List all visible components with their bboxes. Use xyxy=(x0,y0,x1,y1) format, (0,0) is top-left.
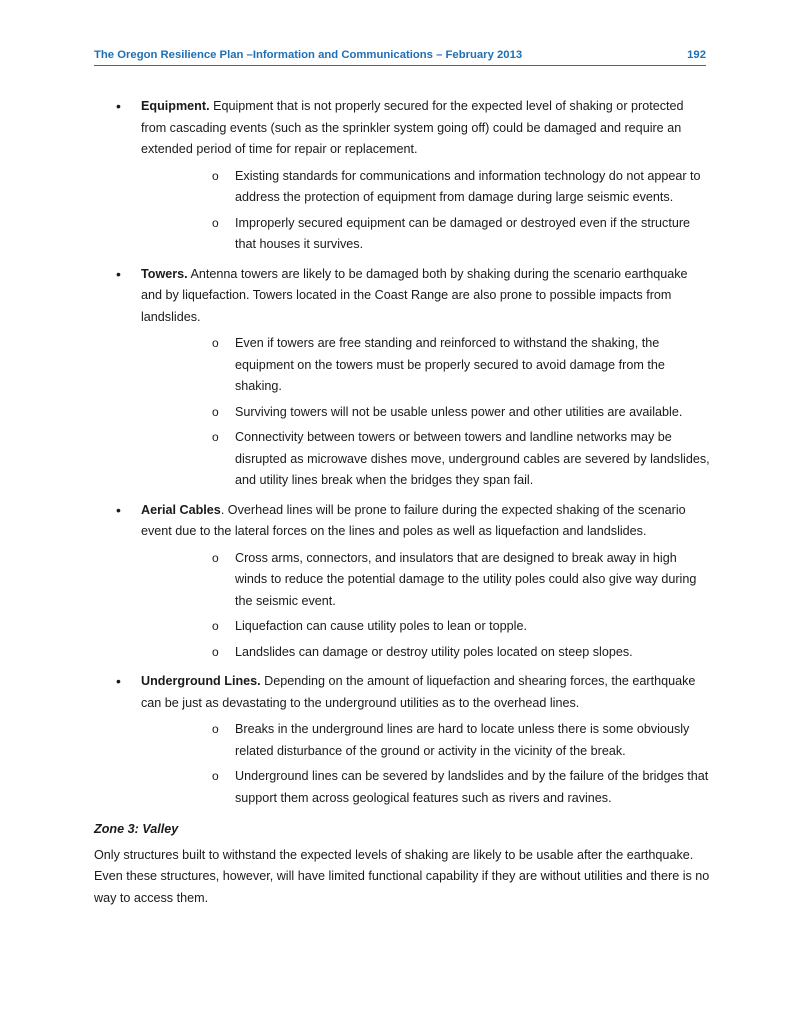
sub-bullet-circle: o xyxy=(212,550,219,565)
bullet-equipment xyxy=(94,96,710,256)
sub-item: o Surviving towers will not be usable unless power and other utilities are available. xyxy=(141,402,710,424)
bullet-dot: • xyxy=(116,98,121,114)
sub-item: o Improperly secured equipment can be damaged or destroyed even if the structure that houses it survives. xyxy=(141,213,710,256)
bullet-dot: • xyxy=(116,501,121,518)
sub-item: o Underground lines can be severed by landslides and by the failure of the bridges that support them across geological features such as rivers and ravines. xyxy=(141,766,710,809)
zone-paragraph: Only structures built to withstand the expected levels of shaking are likely to be usable after the earthquake. Even these structures, however, will have limited functional capability if they are without utilities and there is no way to access them. xyxy=(94,847,710,905)
page-content xyxy=(94,96,710,909)
bullet-dot: • xyxy=(116,673,121,689)
bullet-term: Underground Lines. xyxy=(141,674,261,688)
sub-item: o Landslides can damage or destroy utility poles located on steep slopes. xyxy=(141,642,710,664)
sub-item: o Breaks in the underground lines are hard to locate unless there is some obviously related disturbance of the ground or activity in the vicinity of the break. xyxy=(141,719,710,762)
bullet-text: Equipment that is not properly secured for the expected level of shaking or protected from cascading events (such as the sprinkler system going off) could be damaged and require an extended period of time for repair or replacement. xyxy=(141,99,684,156)
document-title: The Oregon Resilience Plan –Information and Communications – February 2013 xyxy=(94,49,523,61)
bullet-dot: • xyxy=(116,265,121,282)
sub-bullet-circle: o xyxy=(212,336,219,350)
bullet-text: . Overhead lines will be prone to failure during the expected shaking of the scenario event due to the lateral forces on the lines and poles as well as liquefaction and landslides. xyxy=(141,502,686,538)
bullet-term: Towers. xyxy=(141,266,188,281)
sub-item: o Existing standards for communications and information technology do not appear to address the protection of equipment from damage during large seismic events. xyxy=(141,166,710,209)
page-header xyxy=(94,49,706,66)
bullet-text: Antenna towers are likely to be damaged both by shaking during the scenario earthquake and by liquefaction. Towers located in the Coast Range are also prone to possible impacts from landslides. xyxy=(141,266,688,324)
zone-heading: Zone 3: Valley xyxy=(94,822,179,836)
sub-bullet-circle: o xyxy=(212,404,219,419)
sub-bullet-circle: o xyxy=(212,619,219,633)
sub-item: o Connectivity between towers or between towers and landline networks may be disrupted as microwave dishes move, underground cables are severed by landslides, and utility lines break when the bridges they span fail. xyxy=(141,427,710,492)
page-number: 192 xyxy=(687,49,706,61)
sub-item: o Liquefaction can cause utility poles to lean or topple. xyxy=(141,616,710,638)
bullet-text: Depending on the amount of liquefaction and shearing forces, the earthquake can be just as devastating to the underground utilities as to the overhead lines. xyxy=(141,674,696,710)
bullet-underground-lines xyxy=(94,671,710,809)
sub-bullet-circle: o xyxy=(212,215,219,230)
sub-bullet-circle: o xyxy=(212,430,219,444)
bullet-aerial-cables xyxy=(94,500,710,664)
sub-bullet-circle: o xyxy=(212,644,219,659)
sub-bullet-circle: o xyxy=(212,168,219,183)
bullet-towers xyxy=(94,264,710,492)
bullet-term: Equipment. xyxy=(141,99,210,113)
sub-bullet-circle: o xyxy=(212,722,219,736)
sub-item: o Even if towers are free standing and reinforced to withstand the shaking, the equipment on the towers must be properly secured to avoid damage from the shaking. xyxy=(141,333,710,398)
bullet-term: Aerial Cables xyxy=(141,502,221,517)
sub-bullet-circle: o xyxy=(212,769,219,783)
sub-item: o Cross arms, connectors, and insulators that are designed to break away in high winds to reduce the potential damage to the utility poles could also give way during the seismic event. xyxy=(141,548,710,613)
